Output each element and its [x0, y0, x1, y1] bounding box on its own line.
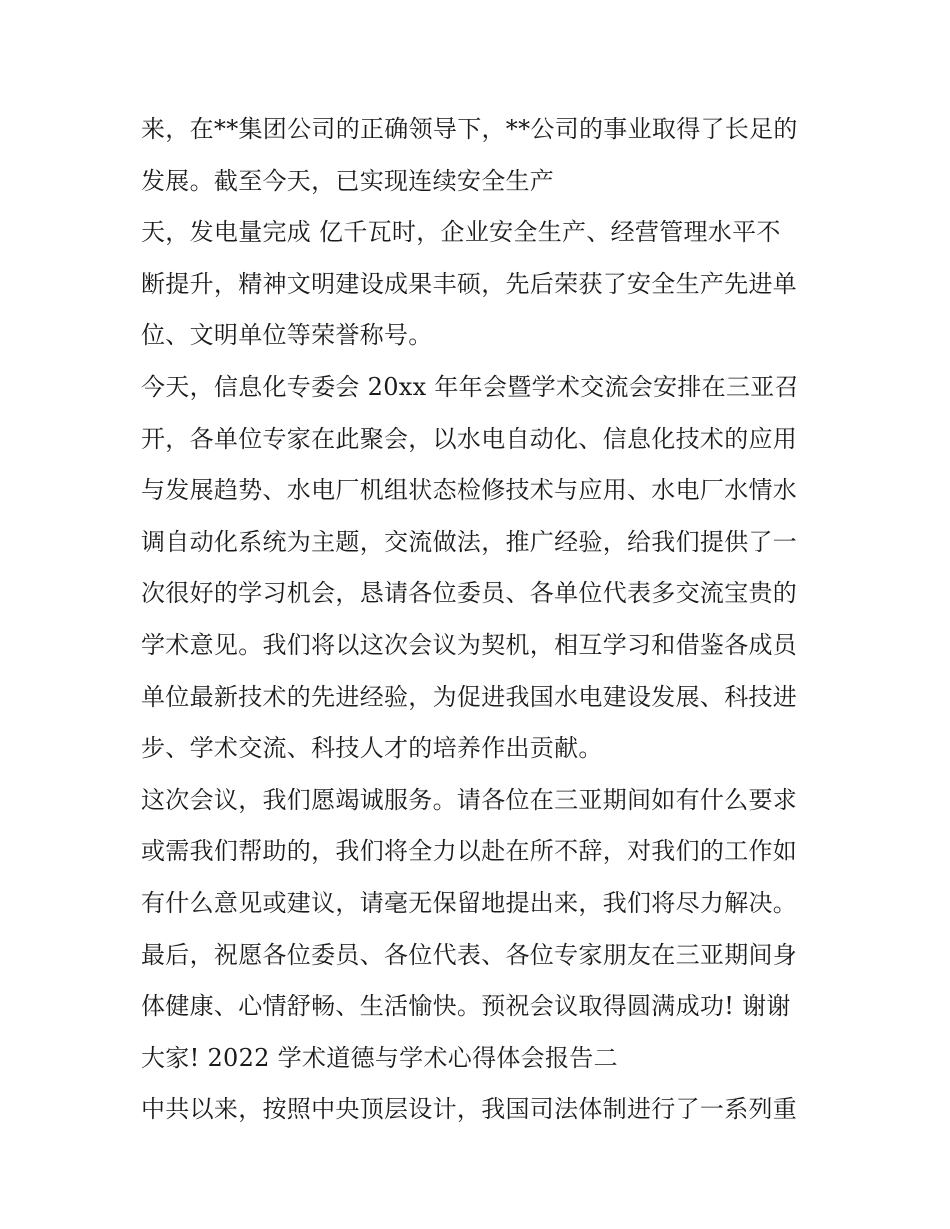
text-line: 开，各单位专家在此聚会，以水电自动化、信息化技术的应用	[141, 424, 798, 453]
text-line: 与发展趋势、水电厂机组状态检修技术与应用、水电厂水情水	[141, 476, 798, 505]
text-line: 或需我们帮助的，我们将全力以赴在所不辞，对我们的工作如	[141, 837, 798, 866]
text-line: 天，发电量完成 亿千瓦时，企业安全生产、经营管理水平不	[141, 218, 781, 247]
text-line: 断提升，精神文明建设成果丰硕，先后荣获了安全生产先进单	[141, 269, 798, 298]
text-line: 学术意见。我们将以这次会议为契机，相互学习和借鉴各成员	[141, 630, 798, 659]
text-line: 发展。截至今天，已实现连续安全生产	[141, 166, 555, 195]
text-line: 体健康、心情舒畅、生活愉快。预祝会议取得圆满成功! 谢谢	[141, 992, 791, 1021]
text-line: 调自动化系统为主题，交流做法，推广经验，给我们提供了一	[141, 527, 798, 556]
text-line: 次很好的学习机会，恳请各位委员、各单位代表多交流宝贵的	[141, 579, 798, 608]
text-line: 步、学术交流、科技人才的培养作出贡献。	[141, 734, 603, 763]
text-line: 位、文明单位等荣誉称号。	[141, 321, 433, 350]
text-line: 大家! 2022 学术道德与学术心得体会报告二	[141, 1043, 618, 1072]
text-line: 有什么意见或建议，请毫无保留地提出来，我们将尽力解决。	[141, 888, 798, 917]
text-line: 最后，祝愿各位委员、各位代表、各位专家朋友在三亚期间身	[141, 940, 798, 969]
document-body	[141, 104, 821, 1136]
text-line: 来，在**集团公司的正确领导下，**公司的事业取得了长足的	[141, 115, 798, 143]
text-line: 今天，信息化专委会 20xx 年年会暨学术交流会安排在三亚召	[141, 372, 799, 401]
text-line: 单位最新技术的先进经验，为促进我国水电建设发展、科技进	[141, 682, 798, 711]
text-line: 这次会议，我们愿竭诚服务。请各位在三亚期间如有什么要求	[141, 785, 798, 814]
text-line: 中共以来，按照中央顶层设计，我国司法体制进行了一系列重	[141, 1095, 798, 1124]
